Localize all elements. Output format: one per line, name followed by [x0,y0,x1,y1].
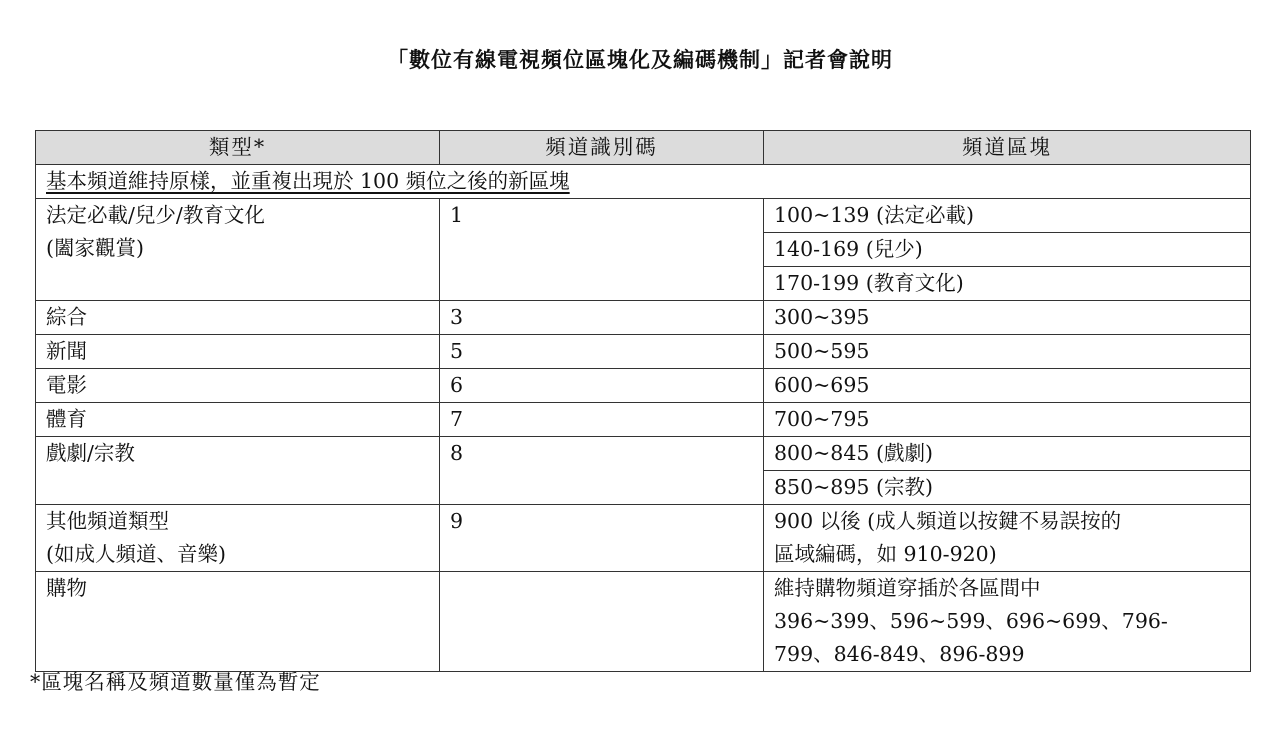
type-label: 法定必載/兒少/教育文化 [46,203,265,227]
block-cell: 300~395 [764,301,1251,335]
footnote: *區塊名稱及頻道數量僅為暫定 [30,670,321,694]
basic-note-row [36,165,1251,199]
basic-note-cell [36,165,1251,199]
code-cell: 5 [440,335,764,369]
code-cell: 1 [440,199,764,301]
block-cell: 100~139 (法定必載) [764,199,1251,233]
type-cell: 購物 [36,572,440,672]
channel-block-table [35,130,1251,672]
block-cell: 600~695 [764,369,1251,403]
type-sublabel: (闔家觀賞) [46,236,144,260]
header-type: 類型* [36,131,440,165]
type-cell: 新聞 [36,335,440,369]
code-cell: 3 [440,301,764,335]
block-cell [764,572,1251,672]
block-cell: 700~795 [764,403,1251,437]
type-cell: 戲劇/宗教 [36,437,440,505]
table-row [36,335,1251,369]
type-cell: 電影 [36,369,440,403]
block-cell: 850~895 (宗教) [764,471,1251,505]
block-cell [764,505,1251,572]
table-row [36,369,1251,403]
table-row [36,437,1251,471]
block-line: 396~399、596~599、696~699、796- [774,609,1168,633]
code-cell: 9 [440,505,764,572]
block-line: 維持購物頻道穿插於各區間中 [774,576,1041,600]
code-cell: 8 [440,437,764,505]
table-row [36,301,1251,335]
page-title: 「數位有線電視頻位區塊化及編碼機制」記者會說明 [387,47,893,72]
block-line: 900 以後 (成人頻道以按鍵不易誤按的 [774,509,1122,533]
block-cell: 800~845 (戲劇) [764,437,1251,471]
block-cell: 500~595 [764,335,1251,369]
table-row [36,505,1251,572]
type-cell: 體育 [36,403,440,437]
type-cell: 綜合 [36,301,440,335]
header-code: 頻道識別碼 [440,131,764,165]
code-cell [440,572,764,672]
block-line: 區域編碼，如 910-920) [774,542,997,566]
block-cell: 140-169 (兒少) [764,233,1251,267]
header-block: 頻道區塊 [764,131,1251,165]
header-row [36,131,1251,165]
table-row [36,572,1251,672]
block-cell: 170-199 (教育文化) [764,267,1251,301]
table-row [36,403,1251,437]
code-cell: 7 [440,403,764,437]
type-cell [36,505,440,572]
type-label: 其他頻道類型 [46,509,169,533]
table-row [36,199,1251,233]
code-cell: 6 [440,369,764,403]
basic-note: 基本頻道維持原樣，並重複出現於 100 頻位之後的新區塊 [46,169,570,193]
block-line: 799、846-849、896-899 [774,642,1025,666]
type-cell [36,199,440,301]
type-sublabel: (如成人頻道、音樂) [46,542,226,566]
